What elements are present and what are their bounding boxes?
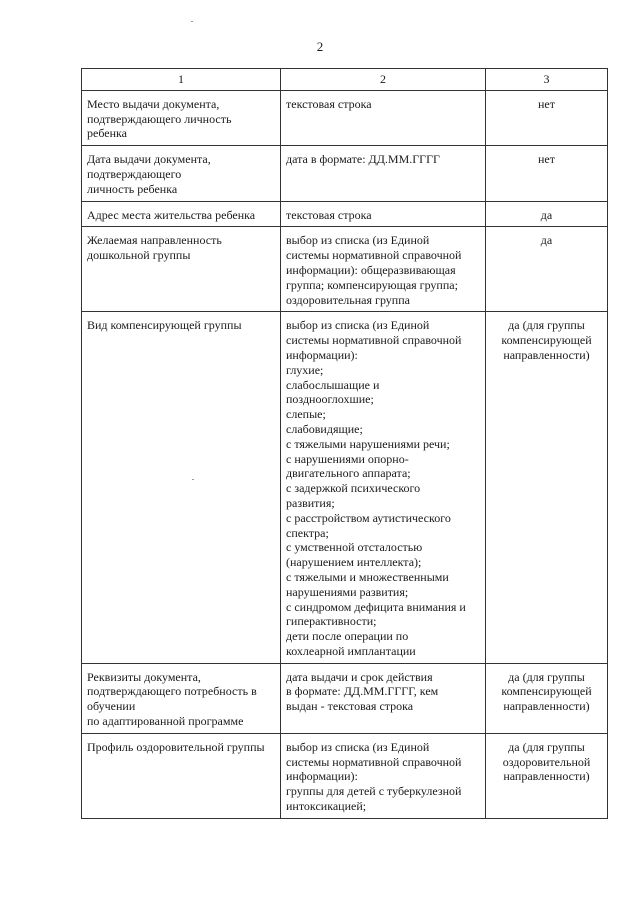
table-row (82, 146, 608, 201)
cell-text-line: с тяжелыми нарушениями речи; (286, 436, 450, 451)
field-required-cell (486, 663, 608, 733)
cell-text-line: кохлеарной имплантации (286, 643, 416, 658)
table-row (82, 663, 608, 733)
cell-text-line: подтверждающего личность (87, 111, 232, 126)
field-required-cell (486, 90, 608, 145)
table-row (82, 312, 608, 663)
cell-text-line: компенсирующей (501, 333, 592, 348)
cell-text-line: текстовая строка (286, 96, 372, 111)
cell-text-line: системы нормативной справочной (286, 333, 462, 348)
field-required-cell (486, 146, 608, 201)
cell-text-line: слабовидящие; (286, 421, 363, 436)
cell-text-line: в формате: ДД.ММ.ГГГГ, кем (286, 684, 439, 699)
cell-text-line: компенсирующей (501, 684, 592, 699)
field-name-cell (82, 90, 281, 145)
cell-text-line: Желаемая направленность (87, 233, 222, 248)
cell-text-line: подтверждающего (87, 166, 182, 181)
cell-text-line: выдан - текстовая строка (286, 699, 414, 714)
field-name-cell (82, 227, 281, 312)
cell-text-line: по адаптированной программе (87, 714, 244, 729)
cell-text-line: дата выдачи и срок действия (286, 669, 433, 684)
cell-text-line: Профиль оздоровительной группы (87, 739, 265, 754)
table-header-row (82, 69, 608, 91)
cell-text-line: с тяжелыми и множественными (286, 569, 449, 584)
cell-text-line: с умственной отсталостью (286, 540, 423, 555)
cell-text-line: гиперактивности; (286, 614, 377, 629)
cell-text-line: слабослышащие и (286, 377, 380, 392)
field-required-cell (486, 312, 608, 663)
field-format-cell (281, 227, 486, 312)
cell-text-line: дети после операции по (286, 629, 409, 644)
cell-text-line: системы нормативной справочной (286, 248, 462, 263)
field-name-cell (82, 201, 281, 227)
field-required-cell (486, 227, 608, 312)
field-name-cell (82, 663, 281, 733)
cell-text-line: (нарушением интеллекта); (286, 555, 422, 570)
field-name-cell (82, 733, 281, 818)
cell-text-line: направленности) (503, 699, 590, 714)
field-required-cell (486, 733, 608, 818)
cell-text-line: текстовая строка (286, 207, 372, 222)
cell-text-line: нарушениями развития; (286, 584, 409, 599)
cell-text-line: оздоровительная группа (286, 292, 410, 307)
header-cell-col3: 3 (486, 69, 608, 91)
cell-text-line: позднооглохшие; (286, 392, 374, 407)
cell-text-line: нет (538, 152, 555, 167)
cell-text-line: Реквизиты документа, (87, 669, 201, 684)
cell-text-line: слепые; (286, 407, 326, 422)
table-row (82, 733, 608, 818)
cell-text-line: обучении (87, 699, 136, 714)
header-cell-col2: 2 (281, 69, 486, 91)
cell-text-line: да (540, 233, 553, 248)
cell-text-line: да (для группы (508, 739, 585, 754)
data-requirements-table (81, 68, 608, 819)
table-row (82, 227, 608, 312)
cell-text-line: да (для группы (508, 318, 585, 333)
table-row (82, 201, 608, 227)
cell-text-line: Место выдачи документа, (87, 96, 220, 111)
cell-text-line: с задержкой психического (286, 481, 421, 496)
cell-text-line: интоксикацией; (286, 799, 367, 814)
cell-text-line: Вид компенсирующей группы (87, 318, 242, 333)
cell-text-line: ребенка (87, 126, 127, 141)
cell-text-line: выбор из списка (из Единой (286, 233, 430, 248)
cell-text-line: с нарушениями опорно- (286, 451, 409, 466)
cell-text-line: информации): (286, 769, 358, 784)
cell-text-line: двигательного аппарата; (286, 466, 411, 481)
cell-text-line: дошкольной группы (87, 248, 191, 263)
cell-text-line: Дата выдачи документа, (87, 152, 211, 167)
field-format-cell (281, 733, 486, 818)
field-required-cell (486, 201, 608, 227)
field-format-cell (281, 146, 486, 201)
field-name-cell (82, 312, 281, 663)
cell-text-line: выбор из списка (из Единой (286, 318, 430, 333)
cell-text-line: направленности) (503, 347, 590, 362)
cell-text-line: группа; компенсирующая группа; (286, 277, 458, 292)
cell-text-line: с расстройством аутистического (286, 510, 451, 525)
cell-text-line: личность ребенка (87, 181, 178, 196)
cell-text-line: системы нормативной справочной (286, 754, 462, 769)
cell-text-line: дата в формате: ДД.ММ.ГГГГ (286, 152, 440, 167)
field-format-cell (281, 663, 486, 733)
cell-text-line: с синдромом дефицита внимания и (286, 599, 466, 614)
cell-text-line: спектра; (286, 525, 329, 540)
cell-text-line: оздоровительной (502, 754, 591, 769)
cell-text-line: подтверждающего потребность в (87, 684, 257, 699)
field-format-cell (281, 312, 486, 663)
cell-text-line: выбор из списка (из Единой (286, 739, 430, 754)
cell-text-line: Адрес места жительства ребенка (87, 207, 256, 222)
cell-text-line: группы для детей с туберкулезной (286, 784, 462, 799)
cell-text-line: да (для группы (508, 669, 585, 684)
cell-text-line: направленности) (503, 769, 590, 784)
cell-text-line: глухие; (286, 362, 324, 377)
table-row (82, 90, 608, 145)
field-format-cell (281, 90, 486, 145)
field-format-cell (281, 201, 486, 227)
page-number: 2 (316, 39, 324, 54)
cell-text-line: информации): общеразвивающая (286, 262, 456, 277)
cell-text-line: да (540, 207, 553, 222)
cell-text-line: развития; (286, 495, 335, 510)
cell-text-line: нет (538, 96, 555, 111)
header-cell-col1: 1 (82, 69, 281, 91)
scan-speck (191, 21, 193, 22)
cell-text-line: информации): (286, 347, 358, 362)
field-name-cell (82, 146, 281, 201)
